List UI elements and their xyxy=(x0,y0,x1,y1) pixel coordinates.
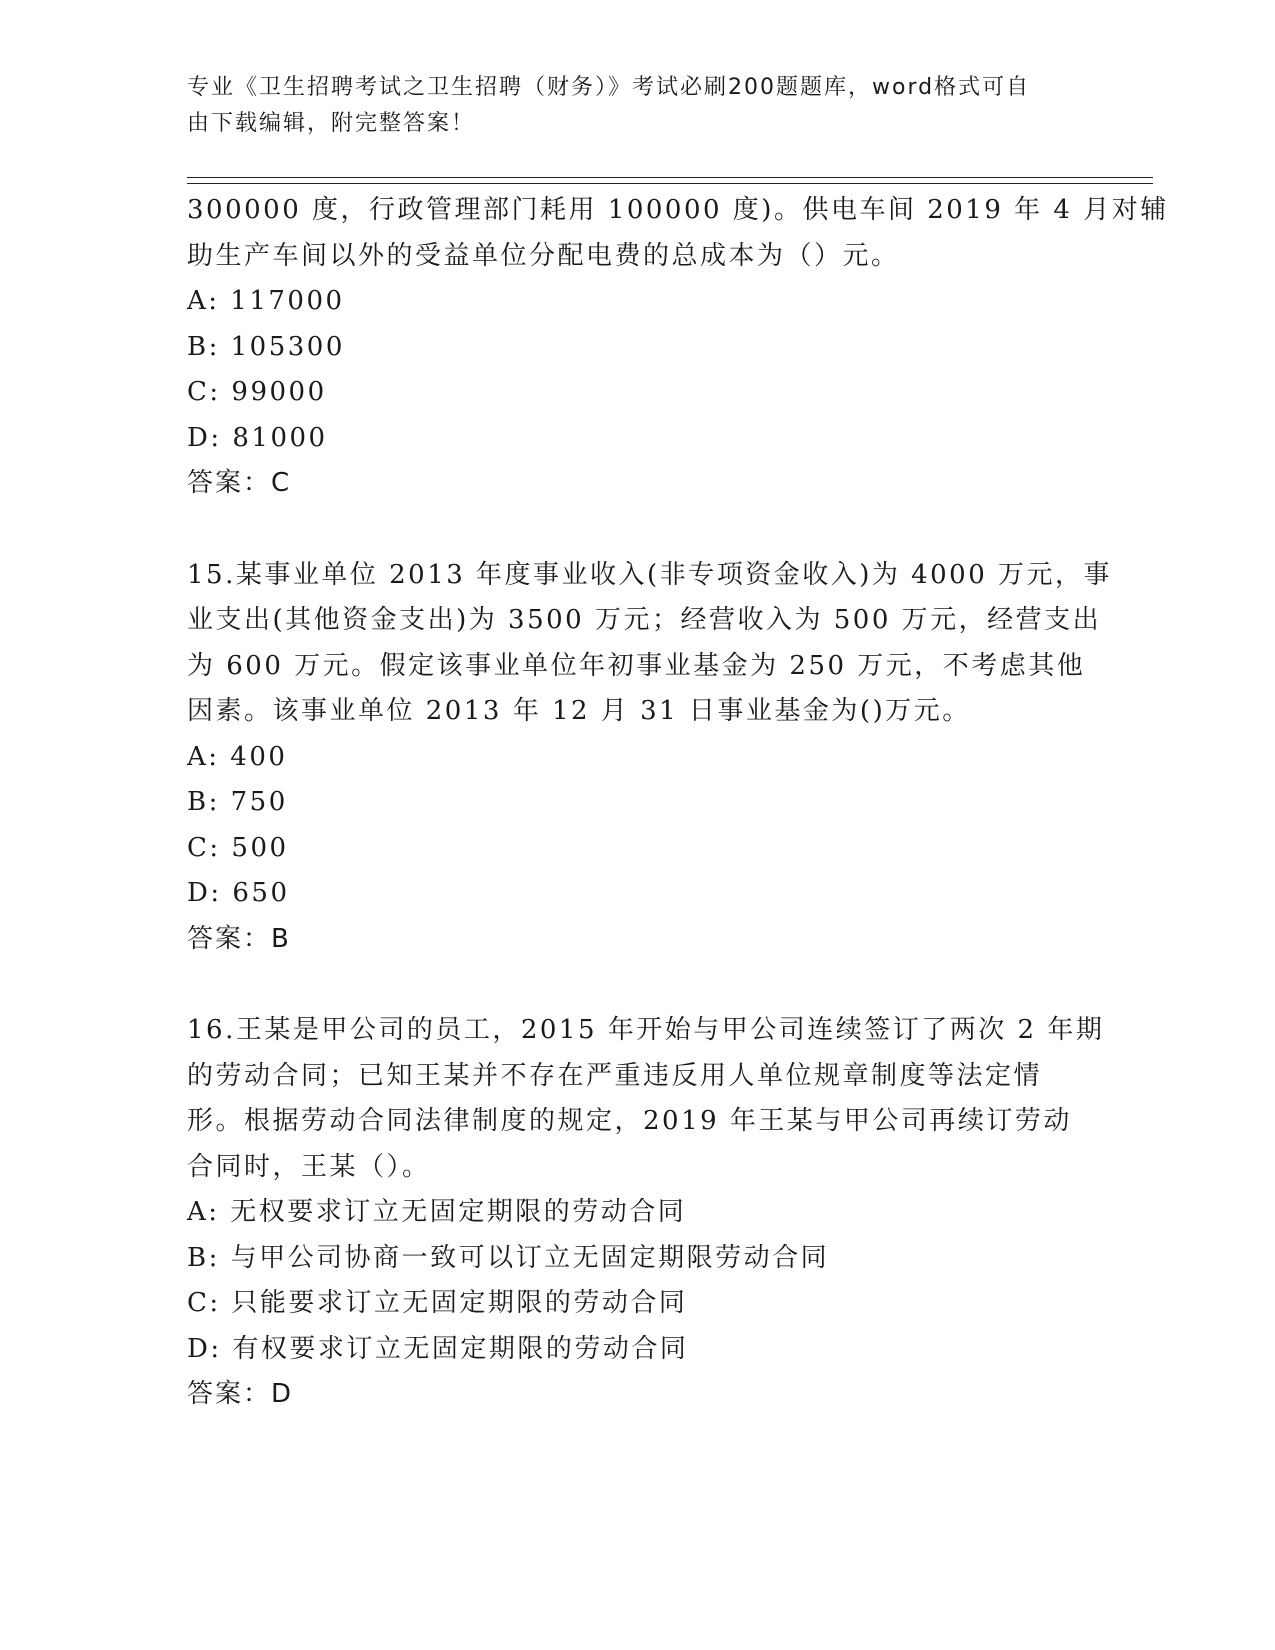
question-line: 为 600 万元。假定该事业单位年初事业基金为 250 万元，不考虑其他 xyxy=(187,650,1086,681)
answer-line: 答案：B xyxy=(187,923,291,954)
document-header xyxy=(187,70,1067,142)
question-15 xyxy=(187,553,1113,963)
question-line: 的劳动合同；已知王某并不存在严重违反用人单位规章制度等法定情 xyxy=(187,1060,1043,1091)
option-d: D: 81000 xyxy=(187,422,328,453)
option-b: B: 750 xyxy=(187,787,288,817)
spacer xyxy=(187,962,1067,1008)
option-c: C: 500 xyxy=(187,832,289,863)
answer-line: 答案：C xyxy=(187,468,292,498)
option-d: D: 650 xyxy=(187,878,290,908)
question-line: 16.王某是甲公司的员工，2015 年开始与甲公司连续签订了两次 2 年期 xyxy=(187,1015,1105,1045)
option-c: C: 99000 xyxy=(187,377,327,407)
header-line: 专业《卫生招聘考试之卫生招聘（财务）》考试必刷200题题库，word格式可自 xyxy=(187,75,1031,100)
answer-line: 答案：D xyxy=(187,1379,294,1409)
option-a: A: 117000 xyxy=(187,286,345,316)
option-c: C: 只能要求订立无固定期限的劳动合同 xyxy=(187,1288,688,1318)
question-line: 业支出(其他资金支出)为 3500 万元；经营收入为 500 万元，经营支出 xyxy=(187,605,1102,635)
header-line: 由下载编辑，附完整答案！ xyxy=(187,111,476,136)
question-line: 合同时，王某（）。 xyxy=(187,1151,431,1182)
question-text xyxy=(187,553,1113,735)
question-16 xyxy=(187,1008,1105,1418)
document-body xyxy=(187,188,1169,1418)
option-a: A: 400 xyxy=(187,741,288,772)
question-text xyxy=(187,1008,1105,1190)
question-line: 形。根据劳动合同法律制度的规定，2019 年王某与甲公司再续订劳动 xyxy=(187,1106,1072,1136)
question-line: 15.某事业单位 2013 年度事业收入(非专项资金收入)为 4000 万元，事 xyxy=(187,559,1113,590)
question-line: 300000 度，行政管理部门耗用 100000 度)。供电车间 2019 年 4 月对辅 xyxy=(187,195,1169,225)
question-line: 因素。该事业单位 2013 年 12 月 31 日事业基金为()万元。 xyxy=(187,696,971,726)
option-b: B: 105300 xyxy=(187,331,345,362)
header-divider-top xyxy=(187,177,1153,178)
spacer xyxy=(187,507,1067,553)
question-text xyxy=(187,188,1169,279)
question-14 xyxy=(187,188,1169,507)
option-b: B: 与甲公司协商一致可以订立无固定期限劳动合同 xyxy=(187,1242,830,1273)
question-line: 助生产车间以外的受益单位分配电费的总成本为（）元。 xyxy=(187,240,900,271)
option-d: D: 有权要求订立无固定期限的劳动合同 xyxy=(187,1333,689,1364)
option-a: A: 无权要求订立无固定期限的劳动合同 xyxy=(187,1197,687,1227)
header-divider-bottom xyxy=(187,183,1153,184)
